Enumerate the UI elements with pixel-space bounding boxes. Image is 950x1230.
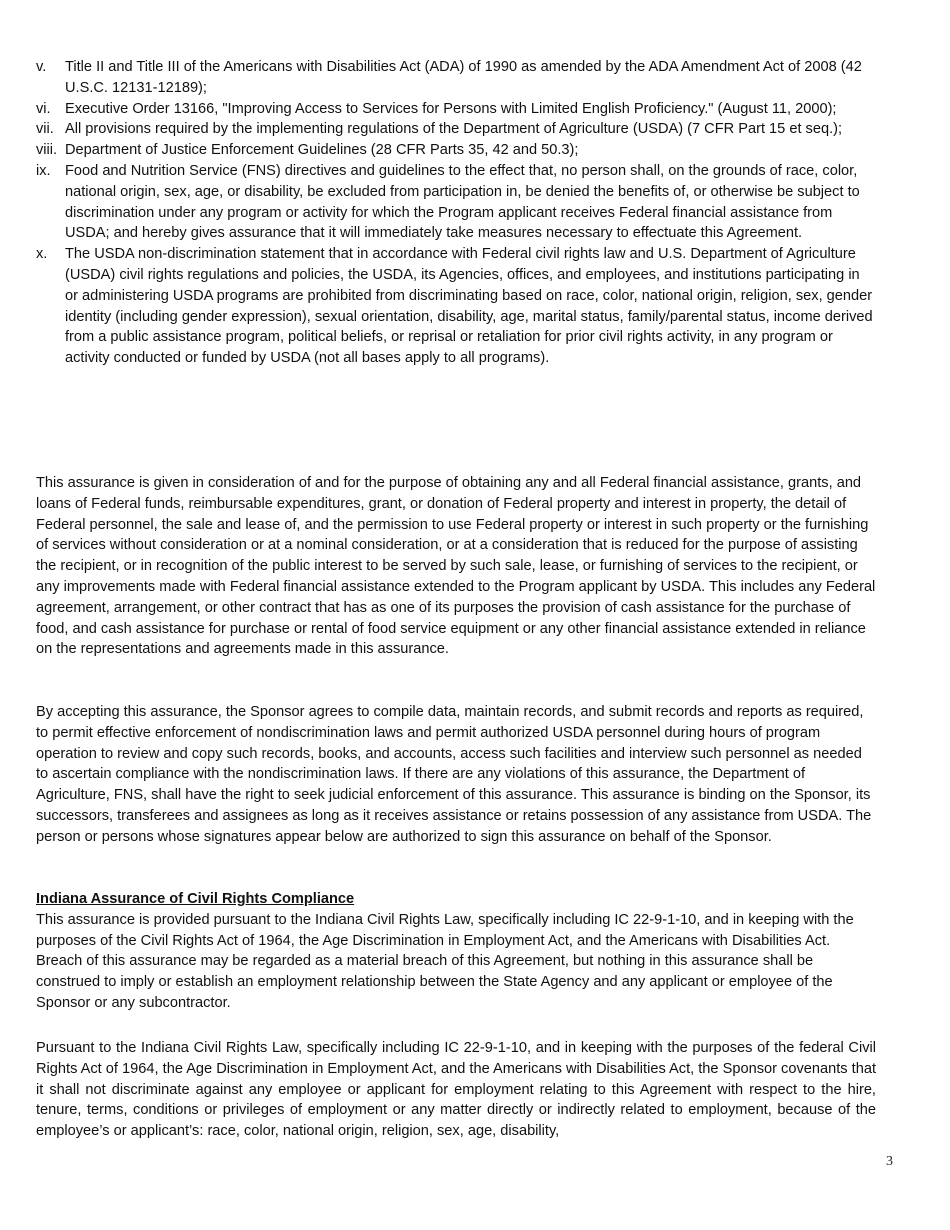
list-item-number: vi. [36, 100, 51, 117]
list-item-text: The USDA non-discrimination statement that in accordance with Federal civil rights law and U.S. Department of Agriculture (USDA) civil rights regulations and policies, the USDA, its Agencies, offices, and employees, and institutions participating in or administering USDA programs are prohibited from discriminating based on race, color, national origin, religion, sex, gender identity (including gender expression), sexual orientation, disability, age, marital status, family/parental status, income derived from a public assistance program, political beliefs, or reprisal or retaliation for prior civil rights activity, in any program or activity conducted or funded by USDA (not all bases apply to all programs). [65, 246, 873, 367]
list-item-text: All provisions required by the implementing regulations of the Department of Agriculture (USDA) (7 CFR Part 15 et seq.); [65, 121, 843, 138]
list-item-number: vii. [36, 121, 54, 138]
list-item-text: Executive Order 13166, "Improving Access to Services for Persons with Limited English Proficiency." (August 11, 2000); [65, 100, 837, 117]
list-item-text: Department of Justice Enforcement Guidelines (28 CFR Parts 35, 42 and 50.3); [65, 142, 579, 159]
list-item [36, 99, 876, 120]
list-item-number: v. [36, 59, 47, 75]
list-item-text: Food and Nutrition Service (FNS) directives and guidelines to the effect that, no person shall, on the grounds of race, color, national origin, sex, age, or disability, be excluded from participation in, be denied the benefits of, or otherwise be subject to discrimination under any program or activity for which the Program applicant receives Federal financial assistance from USDA; and hereby gives assurance that it will immediately take measures necessary to effectuate this Agreement. [65, 162, 860, 242]
pursuant-paragraph: Pursuant to the Indiana Civil Rights Law, specifically including IC 22-9-1-10, and in keeping with the purposes of the federal Civil Rights Act of 1964, the Age Discrimination in Employment Act, and the Americans with Disabilities Act, the Sponsor covenants that it shall not discriminate against any employee or applicant for employment relating to this Agreement with respect to the hire, tenure, terms, conditions or privileges of employment or any matter directly or indirectly related to employment, because of the employee’s or applicant’s: race, color, national origin, religion, sex, age, disability, [36, 1040, 876, 1140]
list-item [36, 244, 876, 369]
list-item [36, 57, 876, 99]
list-item [36, 161, 876, 244]
list-item-number: ix. [36, 162, 51, 179]
list-item-number: viii. [36, 142, 58, 159]
list-item [36, 119, 876, 140]
accepting-assurance-paragraph: By accepting this assurance, the Sponsor agrees to compile data, maintain records, and submit records and reports as required, to permit effective enforcement of nondiscrimination laws and permit authorized USDA personnel during hours of program operation to review and copy such records, books, and accounts, access such facilities and interview such personnel as needed to ascertain compliance with the nondiscrimination laws. If there are any violations of this assurance, the Department of Agriculture, FNS, shall have the right to seek judicial enforcement of this assurance. This assurance is binding on the Sponsor, its successors, transferees and assignees as long as it receives assistance or retains possession of any assistance from USDA. The person or persons whose signatures appear below are authorized to sign this assurance on behalf of the Sponsor. [36, 704, 872, 845]
indiana-body-paragraph: This assurance is provided pursuant to the Indiana Civil Rights Law, specifically including IC 22-9-1-10, and in keeping with the purposes of the Civil Rights Act of 1964, the Age Discrimination in Employment Act, and the Americans with Disabilities Act. Breach of this assurance may be regarded as a material breach of this Agreement, but nothing in this assurance shall be construed to imply or establish an employment relationship between the State Agency and any applicant or employee of the Sponsor or any subcontractor. [36, 911, 854, 1011]
indiana-section [36, 889, 876, 1014]
assurance-consideration-paragraph: This assurance is given in consideration of and for the purpose of obtaining any and all Federal financial assistance, grants, and loans of Federal funds, reimbursable expenditures, grant, or donation of Federal property and interest in property, the detail of Federal personnel, the sale and lease of, and the permission to use Federal property or interest in such property or the furnishing of services without consideration or at a nominal consideration, or at a consideration that is reduced for the purpose of assisting the recipient, or in recognition of the public interest to be served by such sale, lease, or furnishing of services to the recipient, or any improvements made with Federal financial assistance extended to the Program applicant by USDA. This includes any Federal agreement, arrangement, or other contract that has as one of its purposes the provision of cash assistance for the purchase of food, and cash assistance for purchase or rental of food service equipment or any other financial assistance extended in reliance on the representations and agreements made in this assurance. [36, 475, 876, 658]
list-item [36, 140, 876, 161]
list-item-text: Title II and Title III of the Americans with Disabilities Act (ADA) of 1990 as amended by the ADA Amendment Act of 2008 (42 U.S.C. 12131-12189); [65, 59, 862, 96]
indiana-heading: Indiana Assurance of Civil Rights Compliance [36, 891, 355, 907]
page-number: 3 [886, 1154, 893, 1169]
regulations-list [36, 57, 876, 369]
list-item-number: x. [36, 246, 48, 263]
